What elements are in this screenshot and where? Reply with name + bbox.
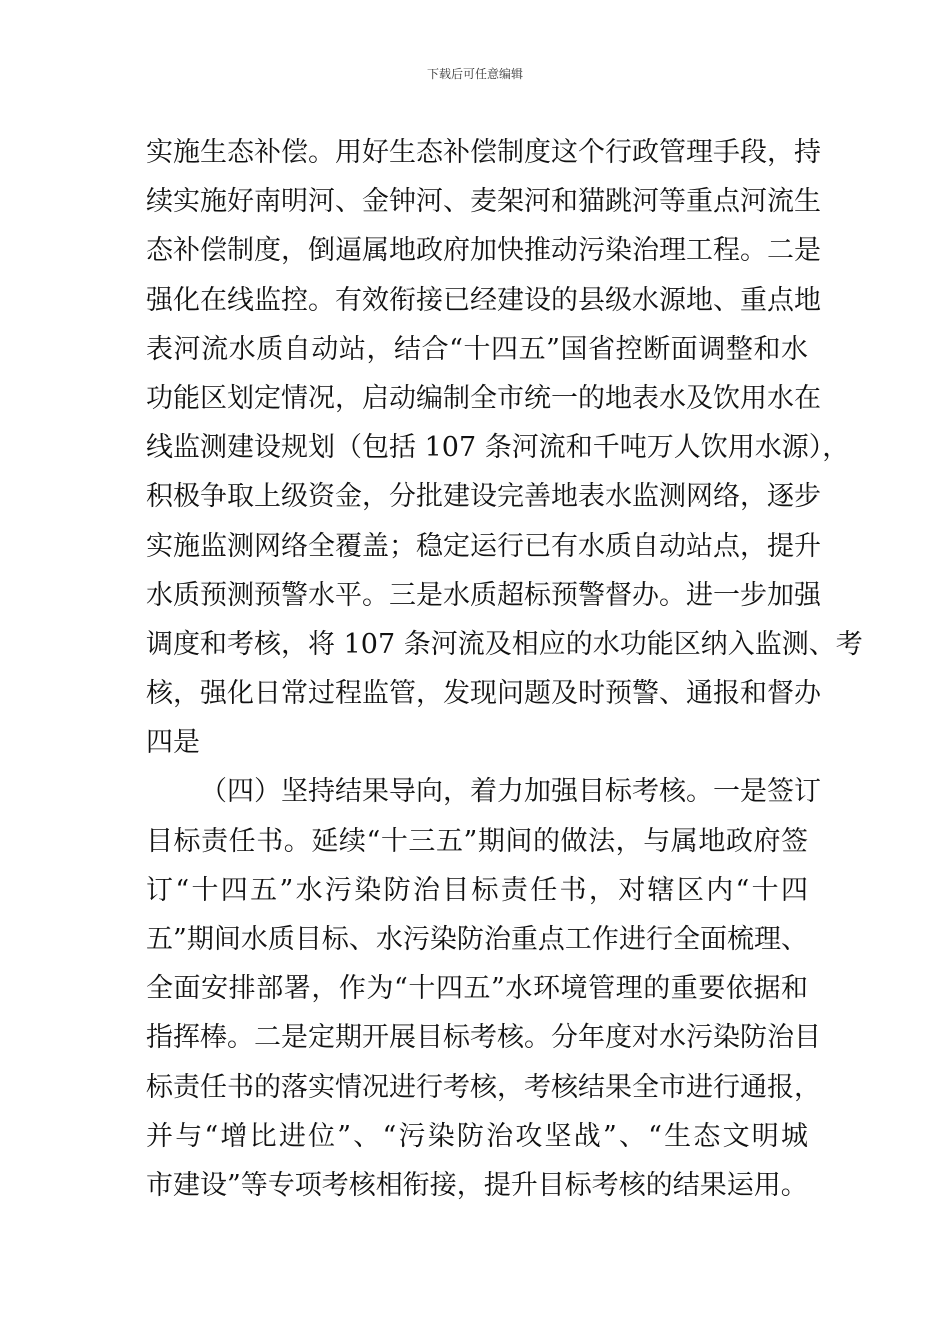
page-header: 下载后可任意编辑	[426, 67, 523, 81]
text-line: 标责任书的落实情况进行考核，考核结果全市进行通报，	[146, 1071, 821, 1103]
text-line: 线监测建设规划（包括 107 条河流和千吨万人饮用水源），	[146, 432, 850, 464]
text-line: 订“十四五”水污染防治目标责任书，对辖区内“十四	[146, 874, 808, 906]
text-line: 调度和考核，将 107 条河流及相应的水功能区纳入监测、考	[146, 628, 863, 660]
text-line: 表河流水质自动站，结合“十四五”国省控断面调整和水	[146, 333, 808, 365]
text-line: 水质预测预警水平。三是水质超标预警督办。进一步加强	[146, 579, 821, 611]
text-line: 核，强化日常过程监管，发现问题及时预警、通报和督办	[146, 678, 821, 710]
text-line: 目标责任书。延续“十三五”期间的做法，与属地政府签	[146, 825, 808, 857]
document-body	[146, 128, 863, 1210]
text-line: 指挥棒。二是定期开展目标考核。分年度对水污染防治目	[146, 1022, 821, 1054]
text-line: 功能区划定情况，启动编制全市统一的地表水及饮用水在	[146, 382, 821, 414]
text-line: 态补偿制度，倒逼属地政府加快推动污染治理工程。二是	[146, 235, 821, 267]
text-line: 续实施好南明河、金钟河、麦架河和猫跳河等重点河流生	[146, 186, 821, 218]
text-line: 全面安排部署，作为“十四五”水环境管理的重要依据和	[146, 973, 808, 1005]
text-line: 积极争取上级资金，分批建设完善地表水监测网络，逐步	[146, 481, 821, 513]
text-line: 强化在线监控。有效衔接已经建设的县级水源地、重点地	[146, 284, 821, 316]
text-line: 实施监测网络全覆盖；稳定运行已有水质自动站点，提升	[146, 530, 821, 562]
text-line: 并与“增比进位”、“污染防治攻坚战”、“生态文明城	[146, 1120, 808, 1152]
text-line: 四是	[146, 727, 200, 759]
text-line: 五”期间水质目标、水污染防治重点工作进行全面梳理、	[146, 924, 808, 955]
text-line: 实施生态补偿。用好生态补偿制度这个行政管理手段，持	[146, 137, 821, 168]
text-line: 市建设”等专项考核相衔接，提升目标考核的结果运用。	[146, 1169, 808, 1201]
section-heading-line: （四）坚持结果导向，着力加强目标考核。一是签订	[200, 776, 821, 808]
